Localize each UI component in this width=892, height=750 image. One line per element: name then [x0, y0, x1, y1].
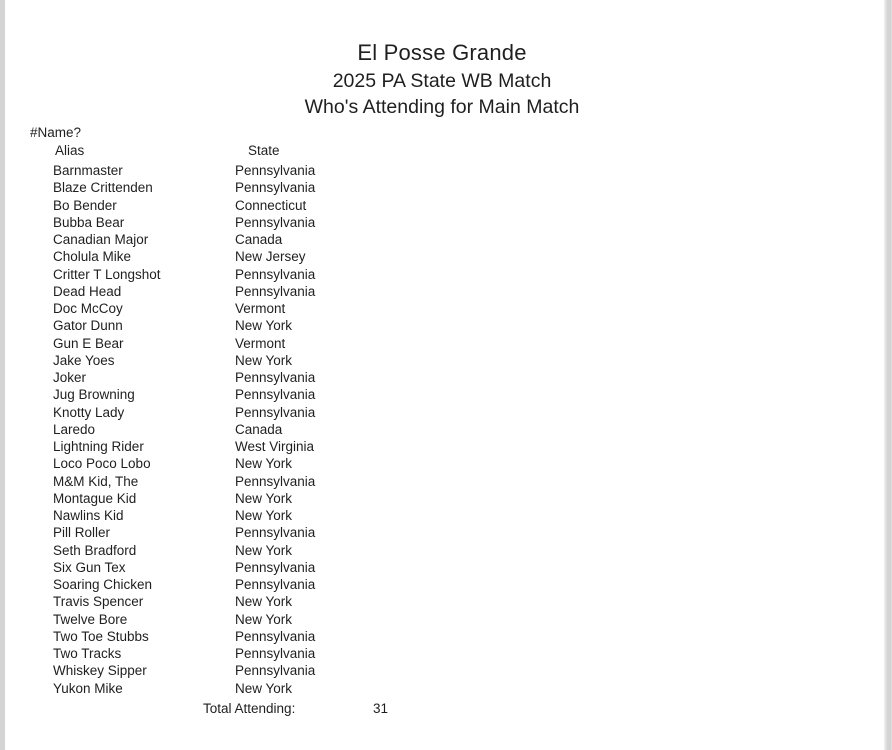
- alias-cell: Gun E Bear: [53, 335, 124, 351]
- alias-cell: Critter T Longshot: [53, 266, 161, 282]
- list-item: [0, 197, 884, 214]
- state-cell: New York: [235, 680, 293, 696]
- alias-cell: Whiskey Sipper: [53, 663, 147, 679]
- list-item: [0, 455, 884, 472]
- alias-cell: Yukon Mike: [53, 680, 123, 696]
- alias-cell: Jug Browning: [53, 387, 135, 403]
- alias-cell: Pill Roller: [53, 525, 111, 541]
- state-cell: Pennsylvania: [235, 473, 316, 489]
- state-cell: New York: [235, 611, 293, 627]
- alias-cell: Barnmaster: [53, 163, 123, 179]
- total-row: [0, 700, 884, 717]
- state-cell: Pennsylvania: [235, 559, 316, 575]
- alias-cell: M&M Kid, The: [53, 473, 139, 489]
- list-item: [0, 524, 884, 541]
- state-cell: Pennsylvania: [235, 404, 316, 420]
- state-cell: Vermont: [235, 301, 286, 317]
- list-item: [0, 369, 884, 386]
- state-cell: Pennsylvania: [235, 663, 316, 679]
- list-item: [0, 317, 884, 334]
- list-item: [0, 542, 884, 559]
- state-cell: New York: [235, 318, 293, 334]
- state-cell: New York: [235, 542, 293, 558]
- list-item: [0, 490, 884, 507]
- list-item: [0, 335, 884, 352]
- attendee-list: [0, 162, 884, 697]
- state-cell: New York: [235, 594, 293, 610]
- list-item: [0, 611, 884, 628]
- report-title: El Posse Grande: [357, 40, 527, 65]
- alias-cell: Montague Kid: [53, 490, 137, 506]
- alias-cell: Doc McCoy: [53, 301, 123, 317]
- list-item: [0, 300, 884, 317]
- state-cell: West Virginia: [235, 439, 315, 455]
- state-cell: New York: [235, 490, 293, 506]
- column-headers: [0, 142, 884, 159]
- alias-cell: Travis Spencer: [53, 594, 144, 610]
- state-cell: Pennsylvania: [235, 646, 316, 662]
- state-cell: New York: [235, 352, 293, 368]
- state-cell: Pennsylvania: [235, 628, 316, 644]
- alias-cell: Canadian Major: [53, 232, 149, 248]
- list-item: [0, 179, 884, 196]
- alias-cell: Knotty Lady: [53, 404, 125, 420]
- list-item: [0, 352, 884, 369]
- list-item: [0, 214, 884, 231]
- state-cell: New Jersey: [235, 249, 306, 265]
- state-cell: Pennsylvania: [235, 577, 316, 593]
- state-cell: Pennsylvania: [235, 163, 316, 179]
- alias-column-header: Alias: [55, 142, 85, 158]
- alias-cell: Two Toe Stubbs: [53, 628, 149, 644]
- total-attending-value: 31: [373, 701, 389, 717]
- state-column-header: State: [248, 142, 280, 158]
- state-cell: Canada: [235, 421, 283, 437]
- list-item: [0, 593, 884, 610]
- list-item: [0, 404, 884, 421]
- name-field-error: #Name?: [30, 125, 82, 140]
- list-item: [0, 283, 884, 300]
- list-item: [0, 576, 884, 593]
- alias-cell: Jake Yoes: [53, 352, 115, 368]
- alias-cell: Six Gun Tex: [53, 559, 126, 575]
- alias-cell: Two Tracks: [53, 646, 122, 662]
- state-cell: New York: [235, 508, 293, 524]
- alias-cell: Seth Bradford: [53, 542, 137, 558]
- state-cell: Canada: [235, 232, 283, 248]
- state-cell: Pennsylvania: [235, 387, 316, 403]
- list-item: [0, 662, 884, 679]
- list-item: [0, 162, 884, 179]
- report-subtitle-attending: Who's Attending for Main Match: [304, 96, 580, 118]
- list-item: [0, 231, 884, 248]
- list-item: [0, 421, 884, 438]
- state-cell: Pennsylvania: [235, 525, 316, 541]
- list-item: [0, 266, 884, 283]
- state-cell: Pennsylvania: [235, 180, 316, 196]
- alias-cell: Twelve Bore: [53, 611, 128, 627]
- state-cell: Pennsylvania: [235, 266, 316, 282]
- alias-cell: Joker: [53, 370, 87, 386]
- alias-cell: Cholula Mike: [53, 249, 132, 265]
- report-subtitle-match: 2025 PA State WB Match: [332, 70, 552, 92]
- total-attending-label: Total Attending:: [203, 701, 296, 717]
- alias-cell: Soaring Chicken: [53, 577, 153, 593]
- state-cell: Pennsylvania: [235, 283, 316, 299]
- state-cell: Pennsylvania: [235, 214, 316, 230]
- alias-cell: Gator Dunn: [53, 318, 123, 334]
- list-item: [0, 645, 884, 662]
- list-item: [0, 507, 884, 524]
- report-header: [0, 37, 884, 120]
- list-item: [0, 559, 884, 576]
- state-cell: Pennsylvania: [235, 370, 316, 386]
- state-cell: Vermont: [235, 335, 286, 351]
- alias-cell: Bubba Bear: [53, 214, 125, 230]
- state-cell: New York: [235, 456, 293, 472]
- list-item: [0, 386, 884, 403]
- vertical-scrollbar[interactable]: [884, 0, 892, 750]
- alias-cell: Nawlins Kid: [53, 508, 124, 524]
- alias-cell: Loco Poco Lobo: [53, 456, 151, 472]
- list-item: [0, 248, 884, 265]
- list-item: [0, 473, 884, 490]
- state-cell: Connecticut: [235, 197, 307, 213]
- alias-cell: Bo Bender: [53, 197, 117, 213]
- alias-cell: Dead Head: [53, 283, 122, 299]
- list-item: [0, 438, 884, 455]
- alias-cell: Laredo: [53, 421, 96, 437]
- alias-cell: Lightning Rider: [53, 439, 144, 455]
- alias-cell: Blaze Crittenden: [53, 180, 153, 196]
- list-item: [0, 680, 884, 697]
- list-item: [0, 628, 884, 645]
